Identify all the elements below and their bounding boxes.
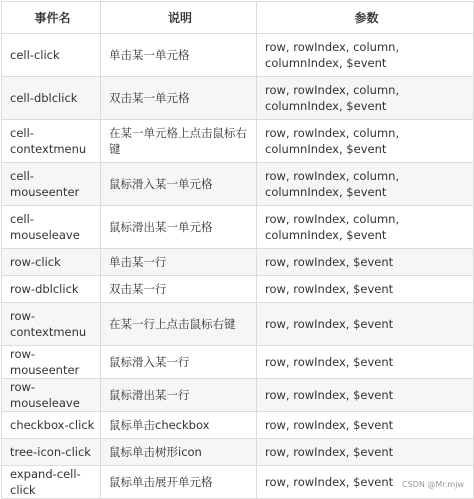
event-name-cell: expand-cell-click <box>2 466 101 499</box>
table-row <box>2 379 474 412</box>
table-row <box>2 346 474 379</box>
table-header-row <box>2 2 474 34</box>
event-params-cell: row, rowIndex, $event <box>257 412 474 439</box>
event-description-cell: 鼠标滑入某一单元格 <box>101 163 257 206</box>
table-row <box>2 77 474 120</box>
event-name-cell: row-mouseleave <box>2 379 101 412</box>
event-params-cell: row, rowIndex, column, columnIndex, $event <box>257 206 474 249</box>
event-params-cell: row, rowIndex, column, columnIndex, $event <box>257 34 474 77</box>
event-params-cell: row, rowIndex, column, columnIndex, $event <box>257 120 474 163</box>
table-row <box>2 163 474 206</box>
event-params-cell: row, rowIndex, $event <box>257 276 474 303</box>
event-params-cell: row, rowIndex, column, columnIndex, $event <box>257 163 474 206</box>
event-name-cell: row-contextmenu <box>2 303 101 346</box>
event-name-cell: cell-mouseenter <box>2 163 101 206</box>
event-description-cell: 单击某一行 <box>101 249 257 276</box>
event-name-cell: checkbox-click <box>2 412 101 439</box>
event-description-cell: 鼠标单击树形icon <box>101 439 257 466</box>
event-description-cell: 在某一单元格上点击鼠标右键 <box>101 120 257 163</box>
event-name-cell: cell-dblclick <box>2 77 101 120</box>
event-name-cell: cell-mouseleave <box>2 206 101 249</box>
event-params-cell: row, rowIndex, $event <box>257 303 474 346</box>
event-description-cell: 双击某一单元格 <box>101 77 257 120</box>
table-row <box>2 412 474 439</box>
event-description-cell: 双击某一行 <box>101 276 257 303</box>
event-description-cell: 鼠标单击checkbox <box>101 412 257 439</box>
event-params-cell: row, rowIndex, $event <box>257 249 474 276</box>
table-row <box>2 120 474 163</box>
event-name-cell: cell-contextmenu <box>2 120 101 163</box>
event-name-cell: row-mouseenter <box>2 346 101 379</box>
event-params-cell: row, rowIndex, column, columnIndex, $event <box>257 77 474 120</box>
event-name-cell: cell-click <box>2 34 101 77</box>
header-description: 说明 <box>101 2 257 34</box>
event-description-cell: 鼠标滑出某一单元格 <box>101 206 257 249</box>
event-description-cell: 在某一行上点击鼠标右键 <box>101 303 257 346</box>
event-params-cell: row, rowIndex, $event <box>257 346 474 379</box>
event-name-cell: tree-icon-click <box>2 439 101 466</box>
header-params: 参数 <box>257 2 474 34</box>
event-name-cell: row-click <box>2 249 101 276</box>
event-description-cell: 鼠标滑出某一行 <box>101 379 257 412</box>
event-description-cell: 鼠标单击展开单元格 <box>101 466 257 499</box>
event-description-cell: 鼠标滑入某一行 <box>101 346 257 379</box>
event-name-cell: row-dblclick <box>2 276 101 303</box>
table-row <box>2 249 474 276</box>
events-table <box>1 1 474 499</box>
watermark-text: CSDN @Mr.mjw <box>402 480 464 489</box>
table-row <box>2 276 474 303</box>
table-row <box>2 206 474 249</box>
table-row <box>2 303 474 346</box>
event-params-cell: row, rowIndex, $event <box>257 466 474 499</box>
header-event-name: 事件名 <box>2 2 101 34</box>
table-row <box>2 439 474 466</box>
event-params-cell: row, rowIndex, $event <box>257 379 474 412</box>
table-row <box>2 34 474 77</box>
event-params-cell: row, rowIndex, $event <box>257 439 474 466</box>
event-description-cell: 单击某一单元格 <box>101 34 257 77</box>
